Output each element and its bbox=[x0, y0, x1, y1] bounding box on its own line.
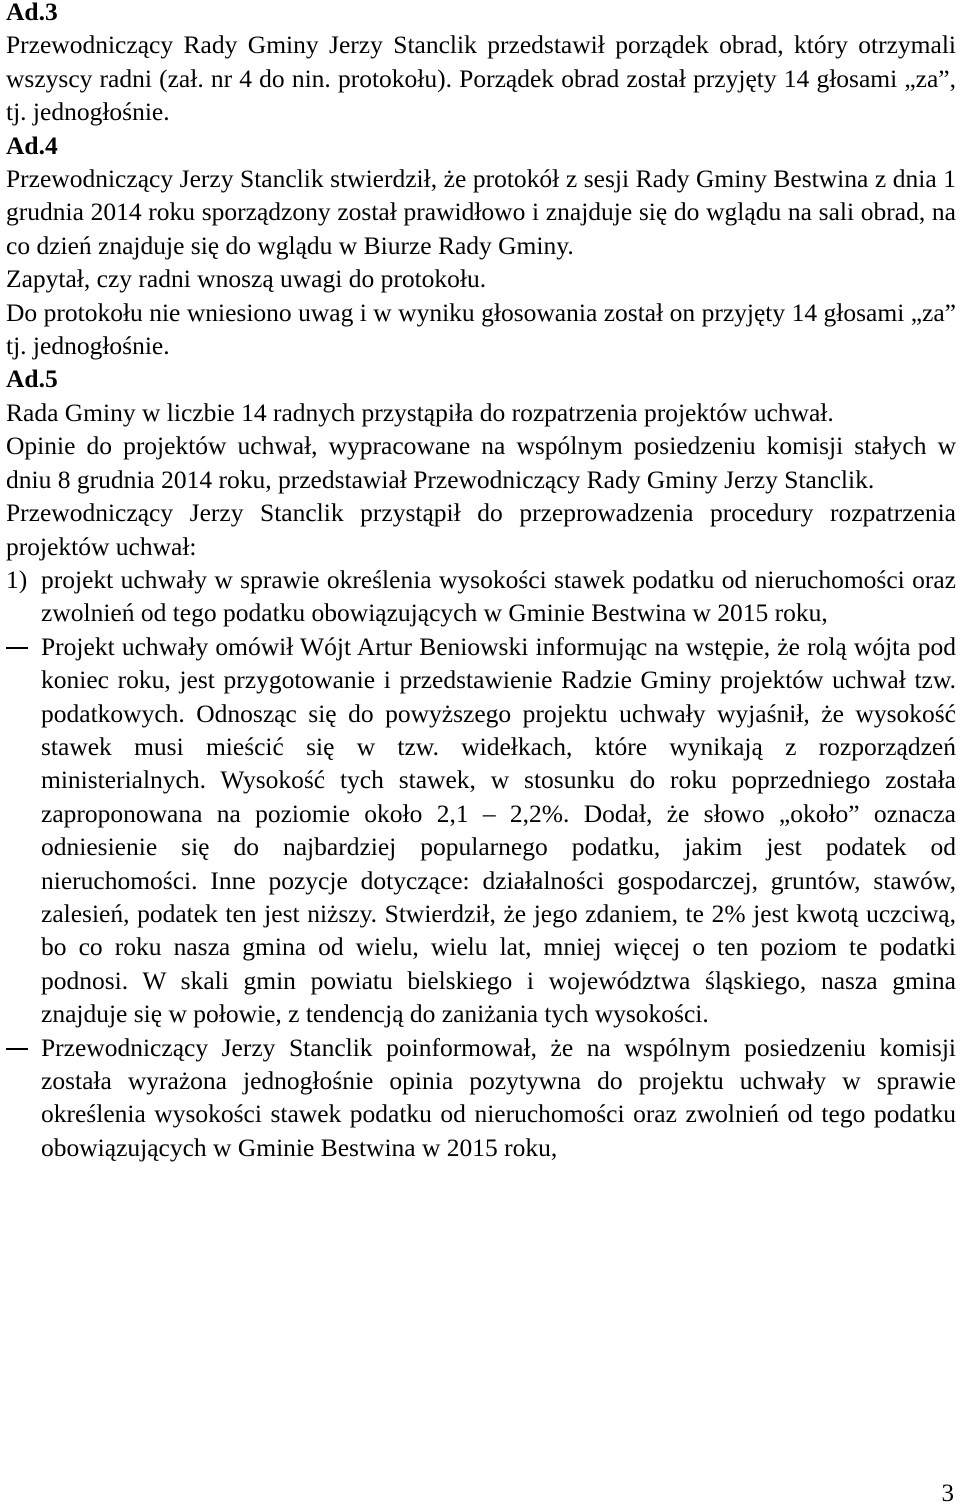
ad5-paragraph-1: Rada Gminy w liczbie 14 radnych przystąpiła do rozpatrzenia projektów uchwał. bbox=[6, 397, 834, 427]
ad4-paragraph-2: Zapytał, czy radni wnoszą uwagi do protokołu. bbox=[6, 264, 487, 294]
ad5-paragraph-2: Opinie do projektów uchwał, wypracowane na wspólnym posiedzeniu komisji stałych w dniu 8 grudnia 2014 roku, przedstawiał Przewodniczący Rady Gminy Jerzy Stanclik. bbox=[6, 431, 956, 494]
ad4-paragraph-3: Do protokołu nie wniesiono uwag i w wyniku głosowania został on przyjęty 14 głosami „za” tj. jednogłośnie. bbox=[6, 297, 956, 361]
item-text: projekt uchwały w sprawie określenia wysokości stawek podatku od nieruchomości oraz zwolnień od tego podatku obowiązujących w Gminie Bestwina w 2015 roku, bbox=[41, 564, 956, 628]
ad5-paragraph-3: Przewodniczący Jerzy Stanclik przystąpił do przeprowadzenia procedury rozpatrzenia projektów uchwał: bbox=[6, 498, 956, 561]
dash-item-text: Projekt uchwały omówił Wójt Artur Beniowski informując na wstępie, że rolą wójta pod koniec roku, jest przygotowanie i przedstawienie Radzie Gminy projektów uchwał tzw. podatkowych. Odnosząc się do powyższego projektu uchwały wyjaśnił, że wysokość stawek musi mieścić się w tzw. widełkach, które wynikają z rozporządzeń ministerialnych. Wysokość tych stawek, w stosunku do roku poprzedniego została zaproponowana na poziomie około 2,1 – 2,2%. Dodał, że słowo „około” oznacza odniesienie się do najbardziej popularnego podatku, jakim jest podatek od nieruchomości. Inne pozycje dotyczące: działalności gospodarczej, gruntów, stawów, zalesień, podatek ten jest niższy. Stwierdził, że jego zdaniem, te 2% jest kwotą uczciwą, bo co roku nasza gmina od wielu, wielu lat, mniej więcej o ten poziom te podatki podnosi. W skali gmin powiatu bielskiego i województwa śląskiego, nasza gmina znajduje się w połowie, z tendencją do zaniżania tych wysokości. bbox=[41, 631, 956, 1029]
ad3-paragraph: Przewodniczący Rady Gminy Jerzy Stanclik przedstawił porządek obrad, który otrzymali wszyscy radni (zał. nr 4 do nin. protokołu). Porządek obrad został przyjęty 14 głosami „za”, tj. jednogłośnie. bbox=[6, 30, 956, 127]
ad4-paragraph-1: Przewodniczący Jerzy Stanclik stwierdził, że protokół z sesji Rady Gminy Bestwina z dnia 1 grudnia 2014 roku sporządzony został prawidłowo i znajduje się do wglądu na sali obrad, na co dzień znajduje się do wglądu w Biurze Rady Gminy. bbox=[6, 164, 956, 260]
dash-bullet-icon bbox=[6, 1031, 41, 1064]
section-heading-ad5: Ad.5 bbox=[6, 364, 58, 394]
item-number: 1) bbox=[6, 564, 28, 594]
dash-item-2 bbox=[6, 1031, 956, 1165]
section-heading-ad4: Ad.4 bbox=[6, 130, 58, 160]
document-page bbox=[6, 0, 956, 1164]
dash-item-text: Przewodniczący Jerzy Stanclik poinformował, że na wspólnym posiedzeniu komisji została wyrażona jednogłośnie opinia pozytywna do projektu uchwały w sprawie określenia wysokości stawek podatku od nieruchomości oraz zwolnień od tego podatku obowiązujących w Gminie Bestwina w 2015 roku, bbox=[41, 1032, 956, 1162]
dash-item-1 bbox=[6, 630, 956, 1031]
dash-bullet-icon bbox=[6, 630, 41, 663]
page-number: 3 bbox=[941, 1480, 954, 1507]
numbered-item-1 bbox=[6, 563, 956, 630]
section-heading-ad3: Ad.3 bbox=[6, 0, 58, 26]
